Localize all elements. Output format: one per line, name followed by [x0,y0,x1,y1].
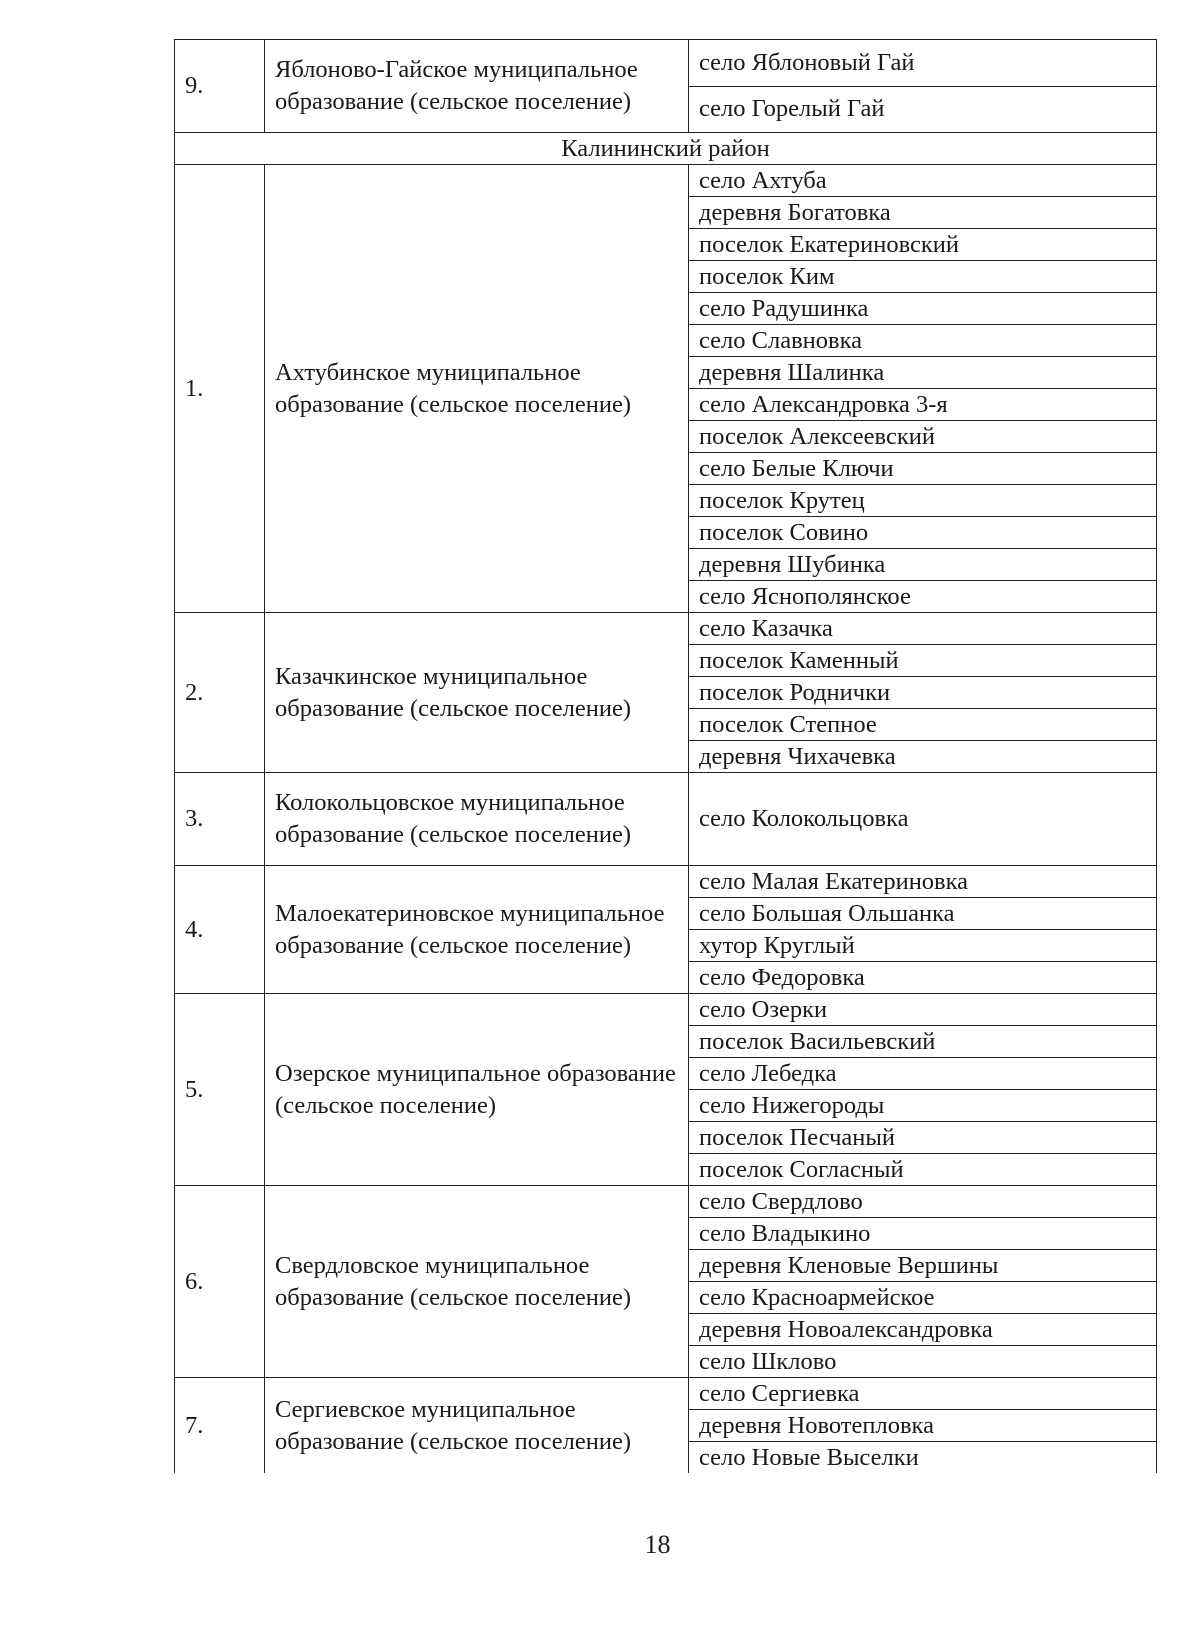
settlement-name: село Владыкино [689,1218,1157,1250]
settlement-name: деревня Чихачевка [689,741,1157,773]
settlement-name: деревня Богатовка [689,197,1157,229]
table-row [175,773,1157,866]
settlement-name: поселок Роднички [689,677,1157,709]
settlement-name: поселок Ким [689,261,1157,293]
settlement-name: село Белые Ключи [689,453,1157,485]
table-row [175,1186,1157,1218]
settlement-name: поселок Алексеевский [689,421,1157,453]
settlement-name: село Красноармейское [689,1282,1157,1314]
settlement-name: село Александровка 3-я [689,389,1157,421]
entity-name: Казачкинское муниципальное образование (сельское поселение) [265,613,689,773]
entity-name: Ахтубинское муниципальное образование (сельское поселение) [265,165,689,613]
entity-number: 3. [175,773,265,866]
settlement-name: деревня Новоалександровка [689,1314,1157,1346]
settlement-name: поселок Песчаный [689,1122,1157,1154]
settlement-name: поселок Екатериновский [689,229,1157,261]
settlement-name: село Сергиевка [689,1378,1157,1410]
settlements-table [174,39,1157,1475]
settlement-name: село Нижегороды [689,1090,1157,1122]
settlement-name: село Большая Ольшанка [689,898,1157,930]
settlement-name: поселок Крутец [689,485,1157,517]
entity-number: 4. [175,866,265,994]
settlement-name: село Яблоновый Гай [689,40,1157,87]
table-row [175,866,1157,898]
entity-number: 9. [175,40,265,133]
entity-name: Озерское муниципальное образование (сельское поселение) [265,994,689,1186]
entity-number: 5. [175,994,265,1186]
settlement-name: деревня Новотепловка [689,1410,1157,1442]
entity-name: Яблоново-Гайское муниципальное образование (сельское поселение) [265,40,689,133]
settlement-name: село Федоровка [689,962,1157,994]
page-number: 18 [644,1530,671,1559]
table-row [175,165,1157,197]
entity-name: Сергиевское муниципальное образование (сельское поселение) [265,1378,689,1475]
table-row [175,613,1157,645]
settlement-name: село Казачка [689,613,1157,645]
settlements-table-body [175,40,1157,1475]
table-row [175,994,1157,1026]
entity-name: Свердловское муниципальное образование (сельское поселение) [265,1186,689,1378]
settlement-name: поселок Степное [689,709,1157,741]
settlement-name: село Лебедка [689,1058,1157,1090]
settlement-name: село Шклово [689,1346,1157,1378]
settlement-name: хутор Круглый [689,930,1157,962]
settlement-name: деревня Кленовые Вершины [689,1250,1157,1282]
district-row [175,133,1157,165]
settlement-name: село Славновка [689,325,1157,357]
settlement-name: поселок Васильевский [689,1026,1157,1058]
settlement-name: деревня Шалинка [689,357,1157,389]
entity-name: Малоекатериновское муниципальное образование (сельское поселение) [265,866,689,994]
settlement-name: село Свердлово [689,1186,1157,1218]
settlement-name: село Новые Выселки [689,1442,1157,1475]
settlement-name: село Горелый Гай [689,86,1157,133]
settlement-name: село Колокольцовка [689,773,1157,866]
settlement-name: село Яснополянское [689,581,1157,613]
settlement-name: село Радушинка [689,293,1157,325]
settlement-name: поселок Каменный [689,645,1157,677]
table-row [175,1378,1157,1410]
settlement-name: поселок Совино [689,517,1157,549]
settlement-name: деревня Шубинка [689,549,1157,581]
settlement-name: село Малая Екатериновка [689,866,1157,898]
district-title: Калининский район [175,133,1157,165]
entity-number: 7. [175,1378,265,1475]
entity-number: 1. [175,165,265,613]
entity-number: 2. [175,613,265,773]
settlement-name: поселок Согласный [689,1154,1157,1186]
settlement-name: село Ахтуба [689,165,1157,197]
settlement-name: село Озерки [689,994,1157,1026]
table-row [175,40,1157,87]
entity-number: 6. [175,1186,265,1378]
entity-name: Колокольцовское муниципальное образование (сельское поселение) [265,773,689,866]
